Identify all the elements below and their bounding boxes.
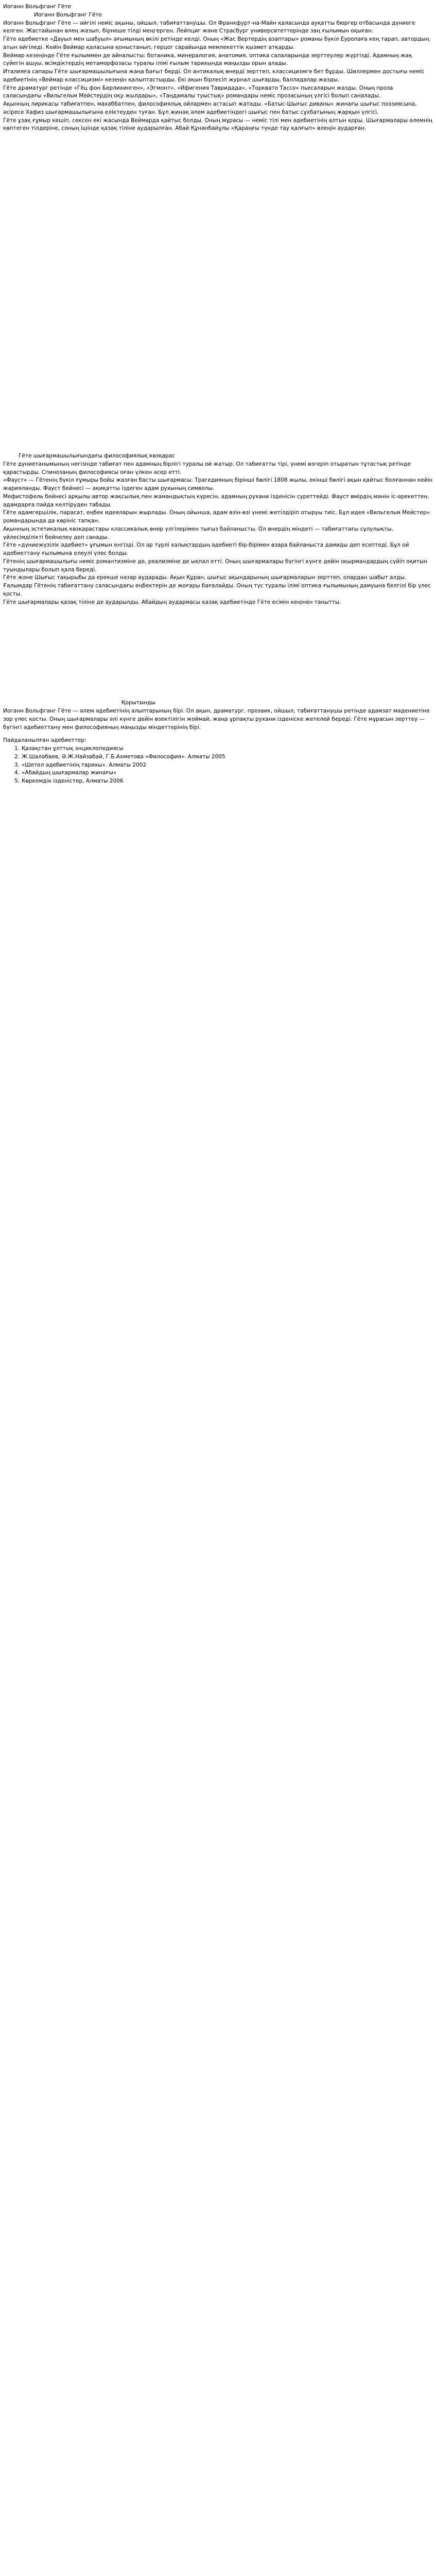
- body-paragraph: Мефистофель бейнесі арқылы автор жақсылық пен жамандықтың күресін, адамның рухани ізденісін суреттейді. Фауст өмірдің мәнін іс-әрекеттен, адамдарға пайда келтіруден табады.: [3, 493, 429, 508]
- reference-text: «Абайдың шығармалар жинағы»: [22, 770, 117, 776]
- reference-item: [14, 769, 433, 777]
- reference-number: 2.: [14, 753, 20, 760]
- body-paragraph: Гётенің шығармашылығы неміс романтизміне де, реализміне де ықпал етті. Оның шығармалары бүгінгі күнге дейін оқырмандардың сүйіп оқитын туындылары болып қала береді.: [3, 558, 428, 573]
- body-paragraph: Иоганн Вольфганг Гёте — әйгілі неміс ақыны, ойшыл, табиғаттанушы. Ол Франкфурт-на-Майн қаласында ауқатты бюргер отбасында дүниеге келген. Жастайынан өлең жазып, бірнеше тілді меңгерген. Лейпциг және Страсбург университеттерінде заң ғылымын оқыған.: [3, 20, 415, 35]
- conclusion-heading: Қорытынды: [121, 700, 155, 706]
- intro-section: [3, 20, 433, 133]
- philosophy-heading: Гёте шығармашылығындағы философиялық көзқарас: [19, 453, 176, 459]
- body-paragraph: Веймар кезеңінде Гёте ғылыммен де айналысты: ботаника, минералогия, анатомия, оптика салаларында зерттеулер жүргізді. Адамның жақ сүйегін ашуы, өсімдіктердің метаморфозасы туралы ілімі ғылым тарихында маңызды орын алады.: [3, 52, 412, 67]
- body-paragraph: Ақынның эстетикалық көзқарастары классикалық өнер үлгілерімен тығыз байланысты. Ол өнердің міндеті — табиғаттағы сұлулықты, үйлесімділікті бейнелеу деп санады.: [3, 526, 393, 540]
- reference-number: 5.: [14, 778, 20, 784]
- body-paragraph: Гёте және Шығыс тақырыбы да ерекше назар аударады. Ақын Құран, шығыс ақындарының шығармаларын зерттеп, олардан шабыт алды.: [3, 574, 407, 581]
- document-subtitle: Иоганн Вольфганг Гёте: [34, 11, 102, 18]
- spacer: [3, 732, 433, 737]
- spacer: [3, 606, 433, 699]
- reference-text: Қазақстан ұлттық энциклопедиясы: [22, 745, 124, 752]
- reference-number: 3.: [14, 761, 20, 768]
- reference-number: 1.: [14, 745, 20, 752]
- body-paragraph: Гёте шығармалары қазақ тіліне де аударылды. Абайдың аудармасы қазақ әдебиетінде Гёте есімін кеңінен танытты.: [3, 599, 341, 605]
- reference-text: Ж.Шалабаев, Ә.Ж.Найзабай, Г.Б.Ахметова «Философия». Алматы 2005: [22, 753, 225, 760]
- reference-item: [14, 761, 433, 770]
- reference-item: [14, 777, 433, 786]
- body-paragraph: «Фауст» — Гётенің бүкіл ғұмыры бойы жазған басты шығармасы. Трагедияның бірінші бөлігі 1808 жылы, екінші бөлігі ақын қайтыс болғаннан кейін жарияланды. Фауст бейнесі — ақиқатты іздеген адам рухының символы.: [3, 477, 433, 492]
- body-paragraph: Гёте ұзақ ғұмыр кешіп, сексен екі жасында Веймарда қайтыс болды. Оның мұрасы — неміс тілі мен әдебиетінің алтын қоры. Шығармалары әлемнің көптеген тілдеріне, соның ішінде қазақ тіліне аударылған. Абай Құнанбайұлы «Қараңғы түнде тау қалғып» өлеңін аударған.: [3, 117, 432, 132]
- document-title: Иоганн Вольфганг Гёте: [3, 4, 71, 10]
- body-paragraph: Италияға сапары Гёте шығармашылығына жаңа бағыт берді. Ол антикалық өнерді зерттеп, классицизмге бет бұрды. Шиллермен достығы неміс әдебиетінің «Веймар классицизмі» кезеңін қалыптастырды. Екі ақын бірлесіп журнал шығарды, балладалар жазды.: [3, 69, 425, 83]
- conclusion-paragraph: Иоганн Вольфганг Гёте — әлем әдебиетінің алыптарының бірі. Ол ақын, драматург, прозаик, ойшыл, табиғаттанушы ретінде адамзат мәдениетіне зор үлес қосты. Оның шығармалары әлі күнге дейін өзектілігін жоймай, жаңа ұрпақты рухани ізденіске жетелей береді. Гёте мұрасын зерттеу — бүгінгі әдебиеттану мен философияның маңызды міндеттерінің бірі.: [3, 708, 430, 731]
- body-paragraph: Гёте «дүниежүзілік әдебиет» ұғымын енгізді. Ол әр түрлі халықтардың әдебиеті бір-бірімен өзара байланыста дамиды деп есептеді. Бұл ой әдебиеттану ғылымына елеулі үлес болды.: [3, 542, 409, 556]
- body-paragraph: Гёте адамгершілік, парасат, еңбек идеяларын жырлады. Оның ойынша, адам өзін-өзі үнемі жетілдіріп отыруы тиіс. Бұл идея «Вильгельм Мейстер» романдарында да көрініс тапқан.: [3, 510, 430, 524]
- body-paragraph: Гёте драматург ретінде «Гёц фон Берлихинген», «Эгмонт», «Ифигения Тавридада», «Торквато Тассо» пьесаларын жазды. Оның проза саласындағы «Вильгельм Мейстердің оқу жылдары», «Таңдамалы туыстық» романдары неміс прозасының үлгісі болып саналады.: [3, 84, 393, 99]
- reference-text: Көркемдік ізденістер, Алматы 2006: [22, 778, 124, 784]
- spacer: [3, 133, 433, 452]
- references-title: Пайдаланылған әдебиеттер:: [3, 737, 86, 744]
- body-paragraph: Гёте дүниетанымының негізінде табиғат пен адамның бірлігі туралы ой жатыр. Ол табиғатты тірі, үнемі өзгеріп отыратын тұтастық ретінде қарастырды. Спинозаның философиясы оған үлкен әсер етті.: [3, 461, 411, 476]
- philosophy-section: [3, 461, 433, 607]
- body-paragraph: Гёте әдебиетке «Дауыл мен шабуыл» ағымының өкілі ретінде келді. Оның «Жас Вертердің азаптары» романы бүкіл Еуропаға кең тарап, автордың атын әйгіледі. Кейін Веймар қаласына қоныстанып, герцог сарайында мемлекеттік қызмет атқарды.: [3, 36, 429, 50]
- body-paragraph: Ақынның лирикасы табиғатпен, махаббатпен, философиялық ойлармен астасып жатады. «Батыс-Шығыс диваны» жинағы шығыс поэзиясына, әсіресе Хафиз шығармашылығына еліктеуден туған. Бұл жинақ әлем әдебиетіндегі шығыс пен батыс сұхбатының жарқын үлгісі.: [3, 101, 417, 115]
- body-paragraph: Ғалымдар Гётенің табиғаттану саласындағы еңбектерін де жоғары бағалайды. Оның түс туралы ілімі оптика ғылымының дамуына белгілі бір үлес қосты.: [3, 583, 431, 597]
- references-list: [3, 745, 433, 786]
- reference-item: [14, 753, 433, 761]
- reference-item: [14, 745, 433, 753]
- reference-text: «Шетел әдебиетінің тарихы». Алматы 2002: [22, 761, 147, 768]
- reference-number: 4.: [14, 770, 20, 776]
